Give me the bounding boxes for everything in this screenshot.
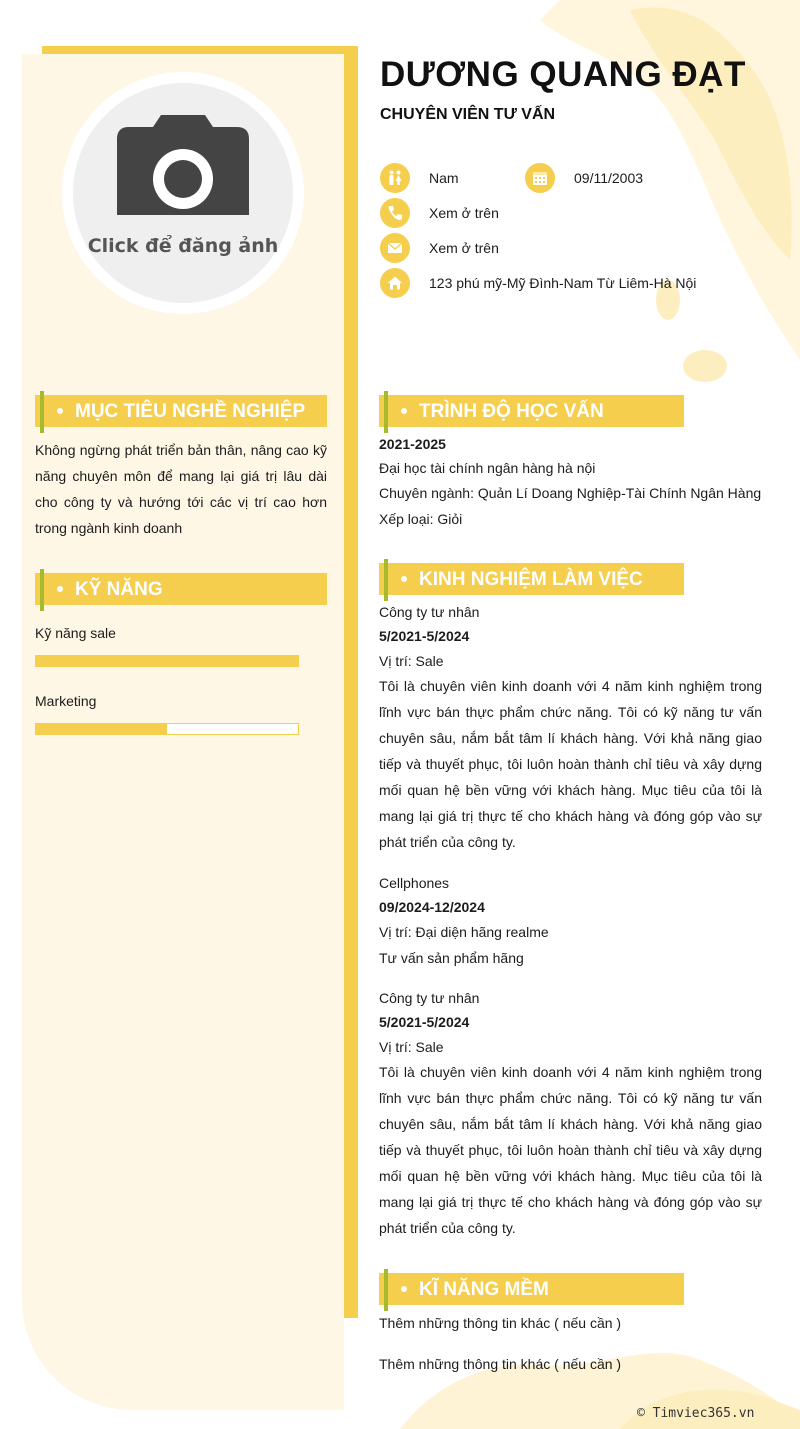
soft-skill-item: Thêm những thông tin khác ( nếu cần )	[379, 1356, 622, 1372]
job-title: CHUYÊN VIÊN TƯ VẤN	[380, 106, 556, 123]
education-school: Đại học tài chính ngân hàng hà nội	[379, 460, 596, 476]
job-company: Công ty tư nhân	[379, 604, 480, 620]
section-skills-title: KỸ NĂNG	[75, 579, 163, 600]
job-period: 09/2024-12/2024	[379, 899, 485, 915]
section-education-header	[379, 395, 684, 427]
email-value: Xem ở trên	[429, 240, 499, 256]
section-education-title: TRÌNH ĐỘ HỌC VẤN	[419, 401, 604, 422]
soft-skill-item: Thêm những thông tin khác ( nếu cần )	[379, 1315, 622, 1331]
email-icon	[380, 233, 410, 263]
education-rank: Xếp loại: Giỏi	[379, 511, 463, 527]
job-company: Công ty tư nhân	[379, 990, 480, 1006]
job-period: 5/2021-5/2024	[379, 628, 470, 644]
birthday-value: 09/11/2003	[574, 170, 644, 186]
job-period: 5/2021-5/2024	[379, 1014, 470, 1030]
photo-upload-label[interactable]: Click để đăng ảnh	[87, 235, 279, 257]
objective-text: Không ngừng phát triển bản thân, nâng cao kỹ năng chuyên môn để mang lại giá trị lâu dài cho công ty và hướng tới các vị trí cao hơn trong ngành kinh doanh	[35, 442, 327, 536]
job-description: Tư vấn sản phẩm hãng	[379, 950, 524, 966]
section-experience-title: KINH NGHIỆM LÀM VIỆC	[419, 569, 643, 590]
section-soft-skills-header	[379, 1273, 684, 1305]
skill-name: Kỹ năng sale	[35, 625, 116, 641]
job-position: Vị trí: Sale	[379, 1039, 444, 1055]
accent-bar-top	[42, 46, 358, 54]
phone-icon	[380, 198, 410, 228]
skill-name: Marketing	[35, 693, 97, 709]
address-value: 123 phú mỹ-Mỹ Đình-Nam Từ Liêm-Hà Nội	[429, 275, 697, 291]
job-position: Vị trí: Sale	[379, 653, 444, 669]
job-company: Cellphones	[379, 875, 450, 891]
section-skills-header	[35, 573, 327, 605]
section-objective-title: MỤC TIÊU NGHỀ NGHIỆP	[75, 401, 306, 422]
calendar-icon	[525, 163, 555, 193]
gender-value: Nam	[429, 170, 459, 186]
candidate-name: DƯƠNG QUANG ĐẠT	[380, 55, 746, 94]
section-soft-skills-title: KĨ NĂNG MỀM	[419, 1279, 549, 1300]
accent-bar-right	[344, 46, 358, 1318]
job-position: Vị trí: Đại diện hãng realme	[379, 924, 549, 940]
home-icon	[380, 268, 410, 298]
skill-level-fill	[36, 656, 298, 666]
skill-level-bar	[35, 723, 299, 735]
phone-value: Xem ở trên	[429, 205, 499, 221]
job-description: Tôi là chuyên viên kinh doanh với 4 năm kinh nghiệm trong lĩnh vực bán thực phẩm chức năng. Tôi có kỹ năng tư vấn chuyên sâu, nắm bắt tâm lí khách hàng. Với khả năng giao tiếp và thuyết phục, tôi luôn hoàn thành chỉ tiêu và xây dựng mối quan hệ bền vững với khách hàng. Mục tiêu của tôi là mang lại giá trị thực tế cho khách hàng và đóng góp vào sự phát triển của công ty.	[379, 678, 762, 850]
section-experience-header	[379, 563, 684, 595]
skill-level-fill	[36, 724, 167, 734]
skill-level-bar	[35, 655, 299, 667]
section-objective-header	[35, 395, 327, 427]
job-description: Tôi là chuyên viên kinh doanh với 4 năm kinh nghiệm trong lĩnh vực bán thực phẩm chức năng. Tôi có kỹ năng tư vấn chuyên sâu, nắm bắt tâm lí khách hàng. Với khả năng giao tiếp và thuyết phục, tôi luôn hoàn thành chỉ tiêu và xây dựng mối quan hệ bền vững với khách hàng. Mục tiêu của tôi là mang lại giá trị thực tế cho khách hàng và đóng góp vào sự phát triển của công ty.	[379, 1064, 762, 1236]
gender-icon	[380, 163, 410, 193]
education-period: 2021-2025	[379, 436, 446, 452]
camera-icon[interactable]	[117, 115, 249, 215]
education-major: Chuyên ngành: Quản Lí Doang Nghiệp-Tài Chính Ngân Hàng	[379, 485, 762, 501]
footer-credit: © Timviec365.vn	[637, 1406, 755, 1421]
